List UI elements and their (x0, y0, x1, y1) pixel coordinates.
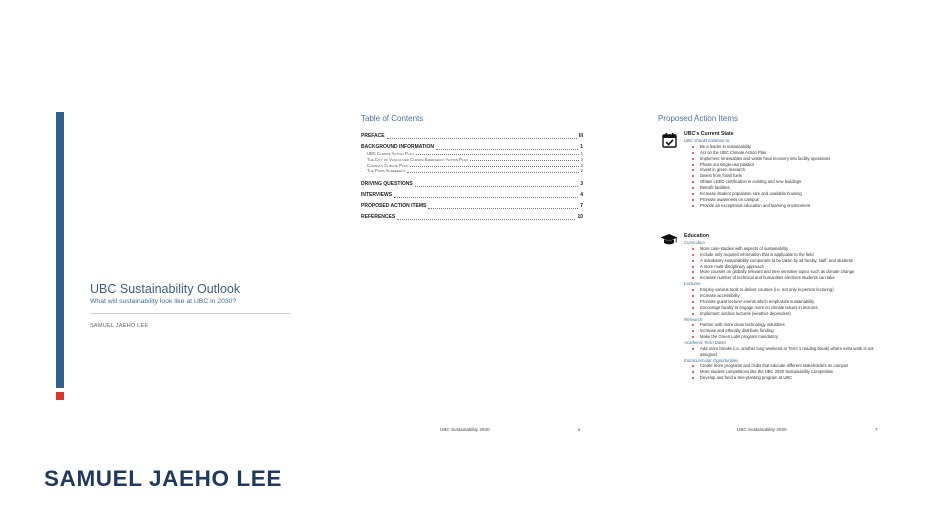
toc-entry-label: PREFACE (361, 133, 385, 139)
action-items-page-number: 7 (875, 427, 878, 432)
toc-entry (361, 144, 583, 151)
toc-entry-label: REFERENCES (361, 214, 396, 221)
cover-subtitle: What will sustainability look like at UBC in 2030? (90, 298, 237, 305)
toc-entry-page: III (578, 133, 583, 139)
toc-dot-leader (397, 219, 575, 220)
education-item: Employ various tools to deliver courses (i.e. not only in-person lecturing) (684, 287, 884, 293)
education-item: Make the Green Labs program mandatory (684, 334, 884, 340)
education-subheading: Research (684, 316, 703, 322)
current-state-item: Implement renewables and waste heat recovery into facility operations (684, 156, 884, 162)
toc-dot-leader (470, 160, 579, 161)
toc-entry-label: UBC Climate Action Plan (367, 151, 414, 156)
toc-entry (361, 168, 583, 174)
toc-entry-label: DRIVING QUESTIONS (361, 181, 413, 188)
current-state-item: Increase student population size and available housing (684, 191, 884, 197)
current-state-item: Divest from fossil fuels (684, 173, 884, 179)
action-items-title: Proposed Action Items (658, 114, 739, 123)
education-item: Promote guest lecturer events which emphasize sustainability (684, 299, 884, 305)
toc-page-number: ii (578, 427, 581, 432)
toc-entry-page: 7 (580, 203, 583, 210)
toc-entry-page: 3 (580, 181, 583, 188)
toc-entry (361, 203, 583, 210)
education-item: Increase number of technical and humanities electives students can take (684, 275, 884, 281)
toc-dot-leader (387, 138, 577, 139)
toc-entry-page: 2 (580, 168, 583, 174)
toc-dot-leader (410, 166, 579, 167)
education-item: Create more programs and clubs that educate different stakeholders on campus (684, 363, 884, 369)
education-item: Include only required information that is applicable to the field (684, 252, 884, 258)
education-item: Develop and fund a tree-planting program at UBC (684, 375, 884, 381)
current-state-item: Be a leader in sustainability (684, 144, 884, 150)
action-items-footer: UBC Sustainability 2030 (737, 427, 787, 432)
presenter-name: SAMUEL JAEHO LEE (44, 466, 282, 491)
education-item: More student competitions like the UBC 2030 Sustainability Competition (684, 369, 884, 375)
toc-list (361, 133, 583, 221)
education-subheading: Lectures (684, 281, 701, 287)
toc-entry-page: 10 (577, 214, 583, 221)
cover-page (52, 110, 302, 400)
toc-entry-page: 2 (580, 162, 583, 168)
education-item: A mandatory sustainability component to be taken by all faculty, staff, and students (684, 258, 884, 264)
current-state-item: Promote awareness on campus (684, 197, 884, 203)
toc-entry-label: BACKGROUND INFORMATION (361, 144, 434, 150)
toc-title: Table of Contents (361, 114, 424, 123)
current-state-item: Invest in green research (684, 167, 884, 173)
cover-divider (90, 313, 290, 314)
education-section (684, 232, 884, 381)
calendar-check-icon (662, 132, 677, 148)
current-state-item: Retrofit facilities (684, 185, 884, 191)
toc-page (355, 108, 587, 438)
education-item: Encourage faculty to engage more on climate issues in lectures (684, 305, 884, 311)
cover-accent-square (56, 392, 64, 400)
toc-entry-label: The City of Vancouver Climate Emergency Action Plan (367, 156, 468, 162)
education-item: Increase and ethically distribute funding (684, 328, 884, 334)
toc-entry (361, 133, 583, 140)
toc-dot-leader (407, 172, 578, 173)
toc-footer: UBC Sustainability 2030 (440, 427, 490, 432)
action-items-page (652, 108, 884, 438)
education-item: A more multi-disciplinary approach (684, 264, 884, 270)
toc-entry-label: PROPOSED ACTION ITEMS (361, 203, 427, 210)
toc-entry-page: 1 (580, 151, 583, 156)
toc-dot-leader (415, 186, 579, 187)
current-state-subheading: UBC should continue to: (684, 138, 731, 143)
education-heading: Education (684, 233, 710, 239)
toc-entry-label: INTERVIEWS (361, 192, 393, 199)
education-item: Increase accessibility (684, 293, 884, 299)
current-state-item: Act on the UBC Climate Action Plan (684, 150, 884, 156)
education-subheading: Curriculum (684, 240, 705, 245)
education-item: More case studies with aspects of sustainability (684, 246, 884, 252)
education-subheading: Academic Term Dates (684, 340, 727, 346)
toc-entry-label: The Paris Agreement (367, 168, 406, 174)
education-item: Implement outdoor lectures (weather-dependent) (684, 311, 884, 317)
toc-entry (361, 181, 583, 188)
current-state-item: Phase out single-use plastics (684, 162, 884, 168)
toc-dot-leader (416, 154, 579, 155)
toc-entry-page: 1 (580, 144, 583, 150)
toc-dot-leader (436, 149, 578, 150)
toc-dot-leader (428, 208, 578, 209)
current-state-item: Obtain LEED certification in existing and new buildings (684, 179, 884, 185)
cover-author: SAMUEL JAEHO LEE (90, 323, 149, 329)
cover-accent-bar (56, 112, 64, 388)
current-state-section (684, 130, 884, 209)
toc-entry-page: 2 (580, 156, 583, 162)
education-subheading: Extracurricular Opportunities (684, 357, 739, 363)
toc-entry (361, 214, 583, 221)
toc-entry (361, 192, 583, 199)
current-state-item: Provide an exceptional education and learning environment (684, 203, 884, 209)
toc-dot-leader (394, 197, 578, 198)
education-item: Partner with more clean technology industries (684, 322, 884, 328)
toc-entry-label: Canada's Climate Plan (367, 162, 408, 168)
education-item: More courses on globally relevant and time sensitive topics such as climate change (684, 269, 884, 275)
current-state-heading: UBC's Current State (684, 131, 734, 137)
cover-title: UBC Sustainability Outlook (90, 282, 241, 296)
toc-entry-page: 4 (580, 192, 583, 199)
education-item: Add more breaks (i.e. another long weekend or Term 1 reading break) where extra work is not assigned (684, 346, 884, 358)
graduation-cap-icon (660, 233, 678, 246)
